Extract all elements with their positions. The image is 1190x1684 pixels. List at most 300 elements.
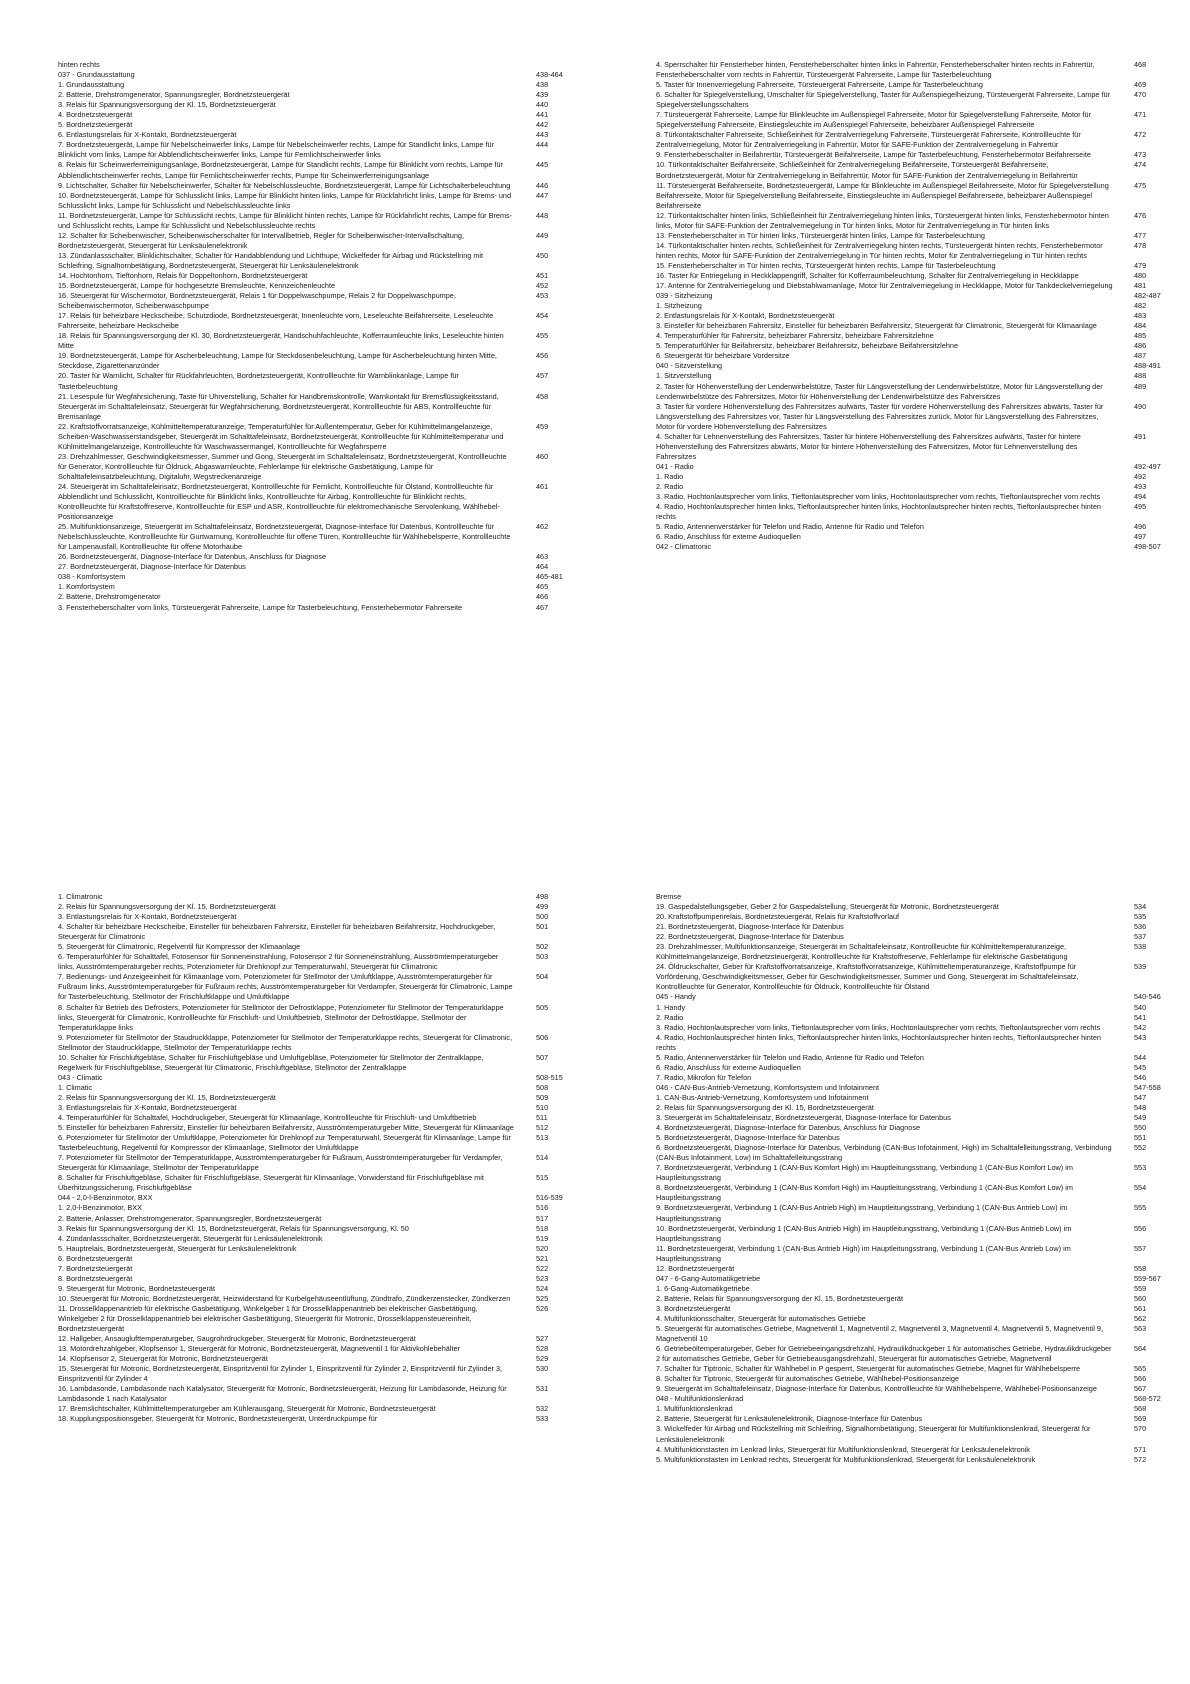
toc-entry-title: 1. Komfortsystem [58,582,115,592]
toc-entry [58,422,588,452]
toc-entry-page: 471 [1134,110,1147,120]
toc-entry-page: 453 [536,291,549,301]
toc-entry [58,371,588,391]
toc-entry [656,382,1186,402]
toc-entry [656,1284,1186,1294]
toc-entry [58,902,588,912]
toc-entry [656,1274,1186,1284]
toc-entry-title: 5. Steuergerät für automatisches Getriebe, Magnetventil 1, Magnetventil 2, Magnetventil 3, Magnetventil 4, Magnetventil 5, Magnetventil 9, Magnetventil 10 [656,1324,1103,1344]
toc-entry-page: 494 [1134,492,1147,502]
toc-entry [58,160,588,180]
toc-entry-page: 517 [536,1213,549,1223]
toc-entry-page: 568-572 [1134,1394,1161,1404]
toc-entry [656,1424,1186,1444]
toc-entry-title: Bremse [656,892,682,901]
toc-entry-title: 16. Steuergerät für Wischermotor, Bordnetzsteuergerät, Relais 1 für Doppelwaschpumpe, Relais 2 für Doppelwaschpumpe, Scheibenwischermotor, Scheibenwaschpumpe [58,291,456,311]
toc-entry-title: 4. Bordnetzsteuergerät [58,110,133,120]
toc-entry-title: 2. Relais für Spannungsversorgung der Kl. 15, Bordnetzsteuergerät [656,1102,874,1112]
toc-entry-page: 445 [536,160,549,170]
toc-entry-title: 8. Schalter für Frischluftgebläse, Schalter für Frischluftgebläse, Steuergerät für Klimaanlage, Vorwiderstand für Frischluftgebläse mit Überhitzungssicherung, Frischluftgebläse [58,1173,484,1193]
toc-entry [58,572,588,582]
toc-entry [656,902,1186,912]
toc-entry-page: 531 [536,1384,549,1394]
toc-entry-page: 562 [1134,1313,1147,1323]
toc-entry-title: 6. Temperaturfühler für Schalttafel, Fotosensor für Sonneneinstrahlung, Fotosensor 2 für Sonneneinstrahlung, Ausströmtemperaturgeber links, Ausströmtemperaturgeber rechts, Potenziometer für Drehknopf zur Temperaturwahl, Steuergerät für Climatronic [58,952,499,972]
toc-entry-title: 10. Schalter für Frischluftgebläse, Schalter für Frischluftgebläse und Umluftgebläse, Potenziometer für Stellmotor der Zentralklappe, Regelwerk für Frischluftgebläse, Steuergerät für Climatronic, Frischluftgebläse, Stellmotor der Zentralklappe [58,1052,484,1072]
toc-entry-title: 8. Schalter für Tiptronic, Steuergerät für automatisches Getriebe, Wählhebel-Positionsanzeige [656,1374,959,1384]
toc-entry-title: 10. Türkontaktschalter Beifahrerseite, Schließeinheit für Zentralverriegelung Beifahrerseite, Türsteuergerät Beifahrerseite, Bordnetzsteuergerät, Motor für Zentralverriegelung in Beifahrertür, Motor für SAFE-Funktion der Zentralverriegelung in Beifahrertür [656,160,1078,180]
toc-entry-title: 1. 6-Gang-Automatikgetriebe [656,1283,750,1293]
toc-entry-title: 22. Kraftstoffvorratsanzeige, Kühlmitteltemperaturanzeige, Temperaturfühler für Außentemperatur, Geber für Kühlmittelmangelanzeige, Scheiben-Waschwasserstandsgeber, Steuergerät im Schalttafeleinsatz, Bordnetzsteuergerät, Kontrollleuchte für Kühlmitteltemperatur und Kühlmittelmangelanzeige, Kontrollleuchte für Waschwassermangel, Kontrollleuchte für Wegfahrsperre [58,421,504,451]
toc-entry-title: 038 - Komfortsystem [58,572,126,582]
toc-entry-page: 538 [1134,942,1147,952]
toc-entry-title: 2. Batterie, Drehstromgenerator, Spannungsregler, Bordnetzsteuergerät [58,90,290,100]
toc-entry-title: 22. Bordnetzsteuergerät, Diagnose-Interface für Datenbus [656,932,844,942]
toc-entry-title: 9. Bordnetzsteuergerät, Verbindung 1 (CAN-Bus Antrieb High) im Hauptleitungsstrang, Verbindung 1 (CAN-Bus Antrieb Low) im Hauptleitungsstrang [656,1203,1068,1223]
toc-entry-page: 463 [536,552,549,562]
toc-entry-title: 6. Radio, Anschluss für externe Audioquellen [656,532,801,542]
toc-entry-page: 547 [1134,1092,1147,1102]
toc-entry [58,181,588,191]
toc-entry-title: 4. Temperaturfühler für Fahrersitz, beheizbarer Fahrersitz, beheizbare Fahrersitzlehne [656,331,934,341]
toc-entry-title: 3. Entlastungsrelais für X-Kontakt, Bordnetzsteuergerät [58,1102,237,1112]
toc-entry-title: 3. Einsteller für beheizbaren Fahrersitz, Einsteller für beheizbaren Beifahrersitz, Steuergerät für Climatronic, Steuergerät für Klimaanlage [656,321,1097,331]
toc-entry [58,1234,588,1244]
toc-entry-page: 473 [1134,150,1147,160]
toc-entry-page: 476 [1134,210,1147,220]
toc-entry-page: 470 [1134,90,1147,100]
toc-entry [58,80,588,90]
toc-entry [58,1304,588,1334]
toc-entry-page: 442 [536,120,549,130]
toc-entry-title: 6. Steuergerät für beheizbare Vordersitze [656,351,790,361]
toc-entry [58,1103,588,1113]
toc-entry [58,912,588,922]
toc-entry [58,1123,588,1133]
toc-entry [656,1023,1186,1033]
toc-column-top-left [58,60,588,613]
toc-entry [656,311,1186,321]
toc-entry [656,1033,1186,1053]
toc-entry-page: 485 [1134,331,1147,341]
toc-entry-page: 465-481 [536,572,563,582]
toc-entry-page: 508 [536,1082,549,1092]
toc-entry [58,452,588,482]
toc-entry-title: 4. Radio, Hochtonlautsprecher hinten links, Tieftonlautsprecher hinten links, Hochtonlautsprecher hinten rechts, Tieftonlautsprecher hinten rechts [656,502,1101,522]
toc-entry-page: 448 [536,210,549,220]
toc-entry [58,251,588,271]
toc-entry [58,1193,588,1203]
toc-entry-page: 455 [536,331,549,341]
toc-entry-title: 3. Taster für vordere Höhenverstellung des Fahrersitzes aufwärts, Taster für vordere Höhenverstellung des Fahrersitzes abwärts, Taster für Längsverstellung des Fahrersitzes vor, Taster für Längsverstellung des Fahrersitzes zurück, Motor für Längsverstellung des Fahrersitzes, Motor für vordere Höhenverstellung des Fahrersitzes [656,401,1104,431]
toc-entry-title: 9. Steuergerät im Schalttafeleinsatz, Diagnose-Interface für Datenbus, Kontrollleuchte für Wählhebelsperre, Wählhebel-Positionsanzeige [656,1384,1097,1394]
toc-entry [656,271,1186,281]
toc-entry [656,1063,1186,1073]
toc-entry [58,522,588,552]
toc-entry [58,1093,588,1103]
toc-entry-title: 23. Drehzahlmesser, Multifunktionsanzeige, Steuergerät im Schalttafeleinsatz, Kontrollleuchte für Kühlmitteltemperaturanzeige, Kühlmittelmangelanzeige, Bordnetzsteuergerät, Kontrollleuchte für Kraftstoffreserve, Fehlerlampe für elektrische Gasbetätigung [656,942,1068,962]
toc-entry-page: 557 [1134,1243,1147,1253]
toc-entry [656,371,1186,381]
toc-entry-page: 541 [1134,1012,1147,1022]
toc-entry-title: 037 - Grundausstattung [58,70,135,80]
toc-entry [58,140,588,160]
toc-entry-page: 521 [536,1253,549,1263]
toc-entry-page: 540 [1134,1002,1147,1012]
toc-entry [656,1003,1186,1013]
toc-entry-title: 2. Relais für Spannungsversorgung der Kl. 15, Bordnetzsteuergerät [58,1092,276,1102]
toc-entry [58,1083,588,1093]
toc-entry-page: 495 [1134,502,1147,512]
toc-entry-page: 518 [536,1223,549,1233]
toc-entry [58,211,588,231]
toc-entry-title: 3. Fensterheberschalter vorn links, Türsteuergerät Fahrerseite, Lampe für Tasterbeleuchtung, Fensterhebermotor Fahrerseite [58,602,463,612]
toc-entry-title: 4. Radio, Hochtonlautsprecher hinten links, Tieftonlautsprecher hinten links, Hochtonlautsprecher hinten rechts, Tieftonlautsprecher hinten rechts [656,1032,1101,1052]
toc-entry-title: 5. Radio, Antennenverstärker für Telefon und Radio, Antenne für Radio und Telefon [656,1052,924,1062]
toc-entry-title: 13. Fensterheberschalter in Tür hinten links, Türsteuergerät hinten links, Lampe für Tasterbeleuchtung [656,230,985,240]
toc-entry-page: 519 [536,1233,549,1243]
toc-entry-page: 483 [1134,311,1147,321]
toc-entry-title: 040 - Sitzverstellung [656,361,723,371]
toc-entry-page: 447 [536,190,549,200]
toc-entry-page: 555 [1134,1203,1147,1213]
toc-entry-page: 493 [1134,481,1147,491]
toc-entry-page: 564 [1134,1344,1147,1354]
toc-entry-title: 8. Schalter für Betrieb des Defrosters, Potenziometer für Stellmotor der Defrostklappe, Potenziometer für Stellmotor der Temperaturklappe links, Steuergerät für Climatronic, Kontrollleuchte für Frischluft- und Umluftbetrieb, Stellmotor der Defrostklappe, Stellmotor der Temperaturklappe links [58,1002,504,1032]
toc-entry-page: 466 [536,592,549,602]
toc-entry [58,952,588,972]
toc-entry-page: 551 [1134,1133,1147,1143]
toc-entry-title: 25. Multifunktionsanzeige, Steuergerät im Schalttafeleinsatz, Bordnetzsteuergerät, Diagnose-Interface für Datenbus, Kontrollleuchte für Nebelschlussleuchte, Kontrollleuchte für Gurtwarnung, Kontrollleuchte für offene Türen, Kontrollleuchte für Wählhebelsperre, Kontrollleuchte für Lampenausfall, Kontrollleuchte für offene Motorhaube [58,522,511,552]
toc-entry-title: 045 - Handy [656,992,696,1002]
toc-entry [656,492,1186,502]
toc-entry-title: 1. Climatronic [58,892,103,901]
toc-entry-page: 559-567 [1134,1273,1161,1283]
toc-entry [58,942,588,952]
toc-entry-title: 3. Relais für Spannungsversorgung der Kl. 15, Bordnetzsteuergerät, Relais für Spannungsversorgung, Kl. 50 [58,1223,409,1233]
toc-entry-title: 13. Zündanlassschalter, Blinklichtschalter, Schalter für Handabblendung und Lichthupe, Wickelfeder für Airbag und Rückstellring mit Schleifring, Signalhornbetätigung, Bordnetzsteuergerät, Steuergerät für Lenksäulenelektronik [58,250,484,270]
toc-entry-title: 11. Türsteuergerät Beifahrerseite, Bordnetzsteuergerät, Lampe für Blinkleuchte im Außenspiegel Beifahrerseite, Motor für Spiegelverstellung Beifahrerseite, Motor für Spiegelverstellung Beifahrerseite, Einstiegsleuchte im Außenspiegel Beifahrerseite, beheizbarer Außenspiegel Beifahrerseite [656,180,1109,210]
toc-entry [58,291,588,311]
toc-entry [656,962,1186,992]
toc-entry [656,922,1186,932]
toc-entry [58,1264,588,1274]
toc-entry [58,110,588,120]
toc-entry-title: 17. Antenne für Zentralverriegelung und Diebstahlwarnanlage, Motor für Zentralverriegelung in Heckklappe, Motor für Tankdeckelverriegelung [656,281,1113,291]
toc-entry [58,552,588,562]
toc-entry-title: 19. Bordnetzsteuergerät, Lampe für Ascherbeleuchtung, Lampe für Steckdosenbeleuchtung, Lampe für Ascherbeleuchtung hinten Mitte, Steckdose, Zigarettenanzünder [58,351,497,371]
toc-entry-page: 550 [1134,1123,1147,1133]
toc-entry [656,1294,1186,1304]
toc-entry-title: 3. Wickelfeder für Airbag und Rückstellring mit Schleifring, Signalhornbetätigung, Steuergerät für Multifunktionslenkrad, Steuergerät für Lenksäulenelektronik [656,1424,1091,1444]
toc-entry-title: 11. Bordnetzsteuergerät, Verbindung 1 (CAN-Bus Antrieb High) im Hauptleitungsstrang, Verbindung 1 (CAN-Bus Antrieb Low) im Hauptleitungsstrang [656,1243,1071,1263]
toc-entry-title: 21. Bordnetzsteuergerät, Diagnose-Interface für Datenbus [656,922,844,932]
toc-entry-page: 510 [536,1102,549,1112]
toc-entry-page: 462 [536,522,549,532]
toc-entry-page: 516-539 [536,1193,563,1203]
toc-entry-title: hinten rechts [58,60,100,69]
toc-entry-title: 8. Bordnetzsteuergerät, Verbindung 1 (CAN-Bus Komfort High) im Hauptleitungsstrang, Verbindung 1 (CAN-Bus Komfort Low) im Hauptleitungsstrang [656,1183,1073,1203]
toc-entry-title: 21. Lesespule für Wegfahrsicherung, Taste für Uhrverstellung, Schalter für Handbremskontrolle, Warnkontakt für Bremsflüssigkeitsstand, Steuergerät im Schalttafeleinsatz, Steuergerät für Wegfahrsicherung, Bordnetzsteuergerät, Kontrollleuchte für ABS, Kontrollleuchte für Bremsanlage [58,391,499,421]
toc-entry [656,1324,1186,1344]
toc-entry [656,1244,1186,1264]
toc-entry-page: 459 [536,421,549,431]
toc-entry [58,1364,588,1384]
toc-entry [58,1053,588,1073]
toc-entry-page: 571 [1134,1444,1147,1454]
toc-entry [58,311,588,331]
toc-entry-title: 4. Temperaturfühler für Schalttafel, Hochdruckgeber, Steuergerät für Klimaanlage, Kontrollleuchte für Frischluft- und Umluftbetrieb [58,1113,477,1123]
toc-entry-title: 039 - Sitzheizung [656,291,713,301]
toc-entry-page: 498 [536,892,549,901]
toc-entry [656,90,1186,110]
toc-entry-title: 20. Taster für Warnlicht, Schalter für Rückfahrleuchten, Bordnetzsteuergerät, Kontrollleuchte für Warnblinkanlage, Lampe für Tasterbeleuchtung [58,371,459,391]
toc-entry [58,281,588,291]
toc-entry-title: 12. Schalter für Scheibenwischer, Scheibenwischerschalter für Intervallbetrieb, Regler für Scheibenwischer-Intervallschaltung, Bordnetzsteuergerät, Steuergerät für Lenksäulenelektronik [58,230,464,250]
toc-entry [58,1334,588,1344]
toc-entry-page: 570 [1134,1424,1147,1434]
toc-entry-page: 523 [536,1273,549,1283]
toc-entry-page: 526 [536,1303,549,1313]
toc-entry-title: 3. Radio, Hochtonlautsprecher vorn links, Tieftonlautsprecher vorn links, Hochtonlautsprecher vorn rechts, Tieftonlautsprecher vorn rechts [656,492,1101,502]
toc-entry [58,1414,588,1424]
toc-entry-page: 559 [1134,1283,1147,1293]
toc-entry-title: 041 - Radio [656,461,694,471]
toc-entry [58,1173,588,1193]
toc-entry-title: 5. Bordnetzsteuergerät [58,120,133,130]
toc-entry [656,1123,1186,1133]
toc-entry-page: 450 [536,250,549,260]
toc-entry-title: 1. Radio [656,471,684,481]
toc-entry-title: 7. Bedienungs- und Anzeigeeinheit für Klimaanlage vorn, Potenziometer für Stellmotor der Umluftklappe, Ausströmtemperaturgeber für Fußraum links, Ausströmtemperaturgeber für Fußraum rechts, Ausströmtemperaturgeber für Verdampfer, Steuergerät für Climatronic, Lampe für Tasterbeleuchtung, Stellmotor der Frischluftklappe und Umluftklappe [58,972,513,1002]
toc-column-bottom-left [58,892,588,1424]
toc-entry-title: 16. Taster für Entriegelung in Heckklappengriff, Schalter für Kofferraumbeleuchtung, Schalter für Zentralverriegelung in Heckklappe [656,270,1079,280]
toc-entry-title: 26. Bordnetzsteuergerät, Diagnose-Interface für Datenbus, Anschluss für Diagnose [58,552,327,562]
toc-entry [58,351,588,371]
toc-entry-title: 9. Lichtschalter, Schalter für Nebelscheinwerfer, Schalter für Nebelschlussleuchte, Bordnetzsteuergerät, Lampe für Lichtschalterbeleuchtung [58,180,511,190]
toc-entry [656,1224,1186,1244]
toc-entry-title: 18. Relais für Spannungsversorgung der Kl. 30, Bordnetzsteuergerät, Handschuhfachleuchte, Kofferraumleuchte links, Leseleuchte hinten Mitte [58,331,504,351]
toc-entry-page: 563 [1134,1324,1147,1334]
toc-entry-title: 11. Drosselklappenantrieb für elektrische Gasbetätigung, Winkelgeber 1 für Drosselklappenantrieb bei elektrischer Gasbetätigung, Winkelgeber 2 für Drosselklappenantrieb bei elektrischer Gasbetätigung, Steuergerät für Motronic, Drosselklappensteuereinheit, Bordnetzsteuergerät [58,1303,478,1334]
toc-entry-page: 438-464 [536,70,563,80]
toc-entry-title: 8. Relais für Scheinwerferreinigungsanlage, Bordnetzsteuergerät, Lampe für Standlicht rechts, Lampe für Blinklicht vorn rechts, Lampe für Abblendlichtscheinwerfer rechts, Lampe für Fernlichtscheinwerfer rechts, Pumpe für Scheinwerferreinigungsanlage [58,160,503,180]
toc-entry [656,892,1186,902]
toc-entry-title: 2. Relais für Spannungsversorgung der Kl. 15, Bordnetzsteuergerät [58,902,276,912]
toc-entry [656,1133,1186,1143]
toc-entry-title: 7. Bordnetzsteuergerät, Lampe für Nebelscheinwerfer links, Lampe für Nebelscheinwerfer rechts, Lampe für Standlicht links, Lampe für Blinklicht vorn links, Lampe für Abblendlichtscheinwerfer links, Lampe für Fernlichtscheinwerfer links [58,140,494,160]
toc-entry-page: 543 [1134,1032,1147,1042]
toc-entry-title: 048 - Multifunktionslenkrad [656,1394,744,1404]
toc-entry-title: 1. Climatic [58,1082,93,1092]
toc-entry-title: 1. CAN-Bus-Antrieb-Vernetzung, Komfortsystem und Infotainment [656,1092,869,1102]
toc-entry [58,1404,588,1414]
toc-entry [58,1294,588,1304]
toc-entry [58,482,588,522]
toc-entry-title: 2. Batterie, Drehstromgenerator [58,592,161,602]
toc-entry [656,281,1186,291]
toc-entry-title: 2. Taster für Höhenverstellung der Lendenwirbelstütze, Taster für Längsverstellung der Lendenwirbelstütze, Motor für Längsverstellung der Lendenwirbelstütze des Fahrersitzes, Motor für Höhenverstellung der Lendenwirbelstütze des Fahrersitzes [656,381,1103,401]
toc-entry [656,1083,1186,1093]
toc-entry-page: 554 [1134,1183,1147,1193]
toc-entry-title: 17. Relais für beheizbare Heckscheibe, Schutzdiode, Bordnetzsteuergerät, Innenleuchte vorn, Leseleuchte Beifahrerseite, Leseleuchte Fahrerseite, beheizbare Heckscheibe [58,311,494,331]
toc-entry-title: 4. Multifunktionsschalter, Steuergerät für automatisches Getriebe [656,1313,866,1323]
toc-entry [656,1364,1186,1374]
toc-entry-page: 457 [536,371,549,381]
toc-entry-page: 486 [1134,341,1147,351]
toc-entry-title: 1. Sitzheizung [656,301,702,311]
toc-entry-page: 535 [1134,912,1147,922]
toc-entry [656,482,1186,492]
toc-entry [58,1153,588,1173]
toc-entry-title: 4. Zündanlassschalter, Bordnetzsteuergerät, Steuergerät für Lenksäulenelektronik [58,1233,323,1243]
toc-entry [58,1224,588,1234]
toc-entry-page: 480 [1134,270,1147,280]
toc-entry-page: 512 [536,1123,549,1133]
toc-entry [58,972,588,1002]
toc-entry-page: 496 [1134,522,1147,532]
toc-entry-page: 446 [536,180,549,190]
toc-entry [58,562,588,572]
toc-entry-page: 516 [536,1203,549,1213]
toc-entry-title: 5. Hauptrelais, Bordnetzsteuergerät, Steuergerät für Lenksäulenelektronik [58,1243,297,1253]
toc-entry-page: 514 [536,1153,549,1163]
toc-entry-page: 499 [536,902,549,912]
toc-entry [58,1073,588,1083]
toc-entry [58,60,588,70]
toc-entry-page: 513 [536,1133,549,1143]
toc-entry [58,1033,588,1053]
toc-entry-page: 524 [536,1283,549,1293]
toc-entry [58,331,588,351]
toc-entry-title: 8. Türkontaktschalter Fahrerseite, Schließeinheit für Zentralverriegelung Fahrerseite, Türsteuergerät Fahrerseite, Kontrollleuchte für Zentralverriegelung, Motor für Zentralverriegelung in Fahrertür, Motor für SAFE-Funktion der Zentralverriegelung in Fahrertür [656,130,1081,150]
toc-entry [656,912,1186,922]
toc-entry-title: 7. Bordnetzsteuergerät, Verbindung 1 (CAN-Bus Komfort High) im Hauptleitungsstrang, Verbindung 1 (CAN-Bus Komfort Low) im Hauptleitungsstrang [656,1163,1073,1183]
toc-entry-page: 487 [1134,351,1147,361]
toc-entry [656,110,1186,130]
toc-entry-page: 497 [1134,532,1147,542]
toc-entry-page: 533 [536,1414,549,1424]
toc-entry-page: 444 [536,140,549,150]
toc-entry [656,992,1186,1002]
toc-entry [656,1445,1186,1455]
toc-entry-title: 12. Hallgeber, Ansauglufttemperaturgeber, Saugrohrdruckgeber, Steuergerät für Motronic, Bordnetzsteuergerät [58,1334,416,1344]
toc-entry-page: 469 [1134,80,1147,90]
toc-entry-title: 5. Radio, Antennenverstärker für Telefon und Radio, Antenne für Radio und Telefon [656,522,924,532]
toc-entry [656,1414,1186,1424]
toc-entry-page: 546 [1134,1072,1147,1082]
toc-entry-title: 14. Hochtonhorn, Tieftonhorn, Relais für Doppeltonhorn, Bordnetzsteuergerät [58,270,308,280]
toc-entry-page: 568 [1134,1404,1147,1414]
toc-entry [656,1073,1186,1083]
toc-entry [58,922,588,942]
toc-entry-title: 6. Bordnetzsteuergerät, Diagnose-Interface für Datenbus, Verbindung (CAN-Bus Infotainment, High) im Schalttafelleitungsstrang, Verbindung (CAN-Bus Infotainment, Low) im Schalttafelleitungsstrang [656,1143,1112,1163]
toc-entry-title: 047 - 6-Gang-Automatikgetriebe [656,1273,761,1283]
toc-entry [656,502,1186,522]
toc-entry-page: 558 [1134,1263,1147,1273]
toc-entry-page: 498-507 [1134,542,1161,552]
toc-entry-page: 545 [1134,1062,1147,1072]
toc-entry-page: 464 [536,562,549,572]
toc-entry-title: 10. Bordnetzsteuergerät, Verbindung 1 (CAN-Bus Antrieb High) im Hauptleitungsstrang, Verbindung 1 (CAN-Bus Antrieb Low) im Hauptleitungsstrang [656,1223,1072,1243]
toc-entry-title: 5. Bordnetzsteuergerät, Diagnose-Interface für Datenbus [656,1133,840,1143]
toc-column-top-right [656,60,1186,552]
toc-entry-title: 2. Batterie, Relais für Spannungsversorgung der Kl. 15, Bordnetzsteuergerät [656,1293,904,1303]
toc-entry-page: 504 [536,972,549,982]
toc-entry-page: 489 [1134,381,1147,391]
toc-entry-page: 501 [536,922,549,932]
toc-entry-title: 9. Potenziometer für Stellmotor der Staudruckklappe, Potenziometer für Stellmotor der Temperaturklappe rechts, Steuergerät für Climatronic, Stellmotor der Staudruckklappe, Stellmotor der Temperaturklappe rechts [58,1032,513,1052]
toc-entry-page: 467 [536,602,549,612]
toc-entry [656,301,1186,311]
toc-entry [58,603,588,613]
toc-entry-title: 15. Fensterheberschalter in Tür hinten rechts, Türsteuergerät hinten rechts, Lampe für Tasterbeleuchtung [656,260,996,270]
toc-entry-page: 491 [1134,431,1147,441]
toc-entry-page: 481 [1134,281,1147,291]
toc-entry [58,592,588,602]
toc-entry-page: 537 [1134,932,1147,942]
toc-entry [58,1244,588,1254]
toc-entry-page: 441 [536,110,549,120]
toc-entry-page: 482-487 [1134,291,1161,301]
toc-entry-page: 515 [536,1173,549,1183]
toc-entry-page: 508-515 [536,1072,563,1082]
toc-entry-page: 556 [1134,1223,1147,1233]
toc-entry [656,1143,1186,1163]
toc-entry-page: 492 [1134,471,1147,481]
toc-entry-page: 500 [536,912,549,922]
toc-entry-page: 505 [536,1002,549,1012]
toc-entry [656,942,1186,962]
toc-entry-title: 9. Steuergerät für Motronic, Bordnetzsteuergerät [58,1283,215,1293]
toc-entry-page: 529 [536,1354,549,1364]
toc-entry-page: 484 [1134,321,1147,331]
toc-entry [58,1214,588,1224]
toc-entry-page: 440 [536,100,549,110]
toc-entry-page: 507 [536,1052,549,1062]
toc-entry-title: 3. Relais für Spannungsversorgung der Kl. 15, Bordnetzsteuergerät [58,100,276,110]
toc-entry-page: 482 [1134,301,1147,311]
toc-entry-title: 7. Türsteuergerät Fahrerseite, Lampe für Blinkleuchte im Außenspiegel Fahrerseite, Motor für Spiegelverstellung Fahrerseite, Motor für Spiegelverstellung Fahrerseite, Einstiegsleuchte im Außenspiegel Fahrerseite, beheizbarer Außenspiegel Fahrerseite [656,110,1092,130]
toc-entry-page: 566 [1134,1374,1147,1384]
toc-entry [58,1254,588,1264]
toc-entry-title: 2. Batterie, Anlasser, Drehstromgenerator, Spannungsregler, Bordnetzsteuergerät [58,1213,322,1223]
toc-entry [656,60,1186,80]
toc-entry-title: 6. Radio, Anschluss für externe Audioquellen [656,1062,801,1072]
toc-entry [656,160,1186,180]
toc-entry [656,522,1186,532]
toc-entry [656,1264,1186,1274]
toc-entry-page: 548 [1134,1102,1147,1112]
toc-entry-title: 18. Kupplungspositionsgeber, Steuergerät für Motronic, Bordnetzsteuergerät, Unterdruckpumpe für [58,1414,378,1424]
toc-entry [656,241,1186,261]
toc-entry-page: 565 [1134,1364,1147,1374]
toc-entry-title: 12. Türkontaktschalter hinten links, Schließeinheit für Zentralverriegelung hinten links, Türsteuergerät hinten links, Fensterhebermotor hinten links, Motor für SAFE-Funktion der Zentralverriegelung in Tür hinten links, Motor für Zentralverriegelung in Tür hinten links [656,210,1109,230]
toc-entry [58,1203,588,1213]
toc-entry [656,1053,1186,1063]
toc-entry-page: 460 [536,451,549,461]
toc-entry-title: 14. Türkontaktschalter hinten rechts, Schließeinheit für Zentralverriegelung hinten rechts, Türsteuergerät hinten rechts, Fensterhebermotor hinten rechts, Motor für SAFE-Funktion der Zentralverriegelung in Tür hinten rechts, Motor für Zentralverriegelung in Tür hinten rechts [656,240,1103,260]
toc-entry [656,1344,1186,1364]
toc-entry-page: 544 [1134,1052,1147,1062]
toc-entry-title: 15. Steuergerät für Motronic, Bordnetzsteuergerät, Einspritzventil für Zylinder 1, Einspritzventil für Zylinder 2, Einspritzventil für Zylinder 3, Einspritzventil für Zylinder 4 [58,1364,503,1384]
toc-entry [656,472,1186,482]
toc-entry [656,291,1186,301]
toc-entry-title: 8. Bordnetzsteuergerät [58,1273,133,1283]
toc-entry-page: 549 [1134,1113,1147,1123]
toc-entry-page: 449 [536,230,549,240]
toc-entry-page: 478 [1134,240,1147,250]
